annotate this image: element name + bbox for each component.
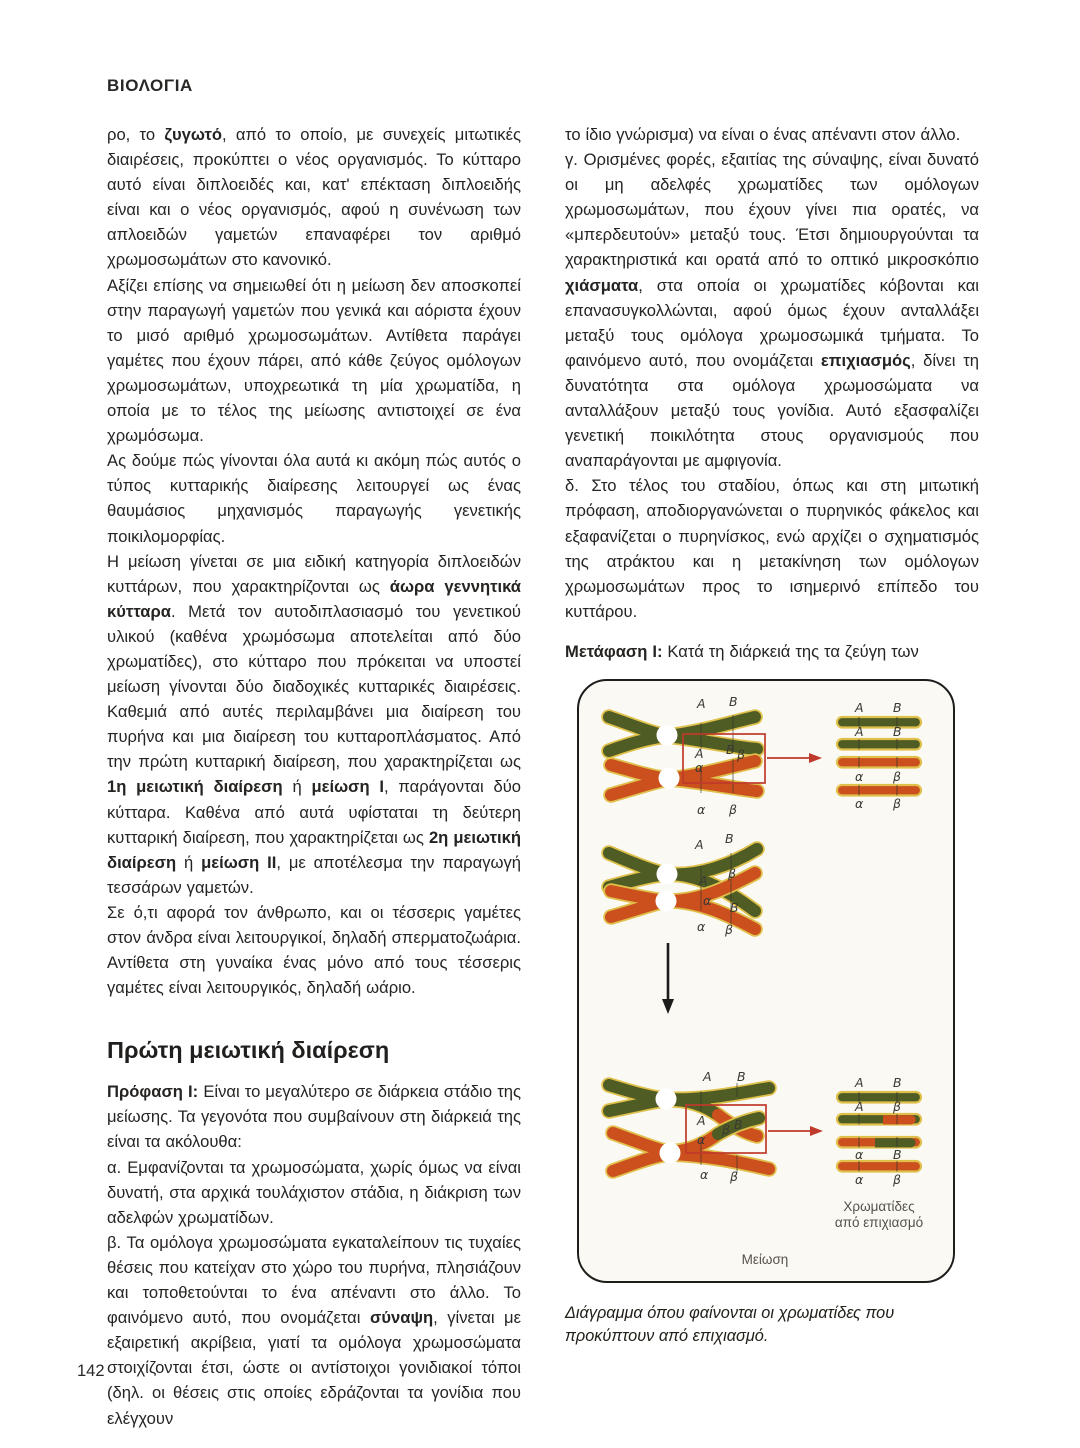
gene-label: A — [703, 1068, 712, 1084]
gene-label: B — [893, 699, 902, 715]
paragraph: Η μείωση γίνεται σε μια ειδική κατηγορία διπλοειδών κυττάρων, που χαρακτηρίζονται ως άωρα γεννητικά κύτταρα. Μετά τον αυτοδιπλασιασμό του γενετικού υλικού (καθένα χρωμόσωμα αποτελείται από δύο χρωματίδες), στο κύτταρο που πρόκειται να υποστεί μείωση γίνονται δύο διαδοχικές κυτταρικές διαιρέσεις. Καθεμιά από αυτές περιλαμβάνει μια διαίρεση του πυρήνα και μια διαίρεση του κυτταροπλάσματος. Από την πρώτη κυτταρική διαίρεση, που χαρακτηρίζεται ως 1η μειωτική διαίρεση ή μείωση Ι, παράγονται δύο κύτταρα. Καθένα από αυτά υφίσταται τη δεύτερη κυτταρική διαίρεση, που χαρακτηρίζεται ως 2η μειωτική διαίρεση ή μείωση ΙΙ, με αποτέλεσμα την παραγωγή τεσσάρων γαμετών. — [107, 551, 522, 897]
gene-label: B — [729, 693, 738, 709]
gene-label: β — [893, 1171, 901, 1187]
gene-label: B — [725, 830, 734, 846]
gene-label: B — [734, 1116, 743, 1132]
gene-label: A — [697, 1112, 706, 1128]
gene-label: A — [855, 723, 864, 739]
gene-label: β — [893, 768, 901, 784]
gene-label: β — [729, 801, 737, 817]
gene-label: α — [855, 1146, 864, 1162]
row3-chromatid-bars — [837, 1092, 921, 1172]
left-paragraphs-2 — [107, 1079, 521, 1430]
gene-label: A — [855, 1098, 864, 1114]
arrow-right-icon — [767, 753, 822, 763]
gene-label: A — [855, 1074, 864, 1090]
left-paragraphs — [107, 122, 521, 1000]
paragraph: Αξίζει επίσης να σημειωθεί ότι η μείωση δεν αποσκοπεί στην παραγωγή γαμετών που γενικά και αόριστα έχουν το μισό αριθμό χρωμοσωμάτων. Αντίθετα παράγει γαμέτες που έχουν πάρει, από κάθε ζεύγος ομόλογων χρωμοσωμάτων, υποχρεωτικά τη μία χρωματίδα, η οποία με το τέλος της μείωσης αντιστοιχεί σε ένα χρωμόσωμα. — [107, 275, 521, 446]
gene-label: α — [703, 892, 712, 908]
gene-label: A — [697, 695, 706, 711]
gene-label: B — [893, 1146, 902, 1162]
gene-label: β — [728, 865, 736, 881]
row3-orange-chromosome — [613, 1118, 769, 1171]
paragraph: δ. Στο τέλος του σταδίου, όπως και στη μιτωτική πρόφαση, αποδιοργανώνεται ο πυρηνικός φάκελος και εξαφανίζεται ο πυρηνίσκος, ενώ αρχίζει ο σχηματισμός της ατράκτου και η μετακίνηση των ομόλογων χρωμοσωμάτων προς το ισημερινό επίπεδο του κυττάρου. — [565, 476, 979, 621]
gene-label: β — [893, 795, 901, 811]
gene-label: B — [893, 1074, 902, 1090]
paragraph: α. Εμφανίζονται τα χρωμοσώματα, χωρίς όμως να είναι δυνατή, στα αρχικά τουλάχιστον στάδια, η διάκριση των αδελφών χρωματίδων. — [107, 1157, 521, 1227]
arrow-right-icon — [768, 1126, 823, 1136]
gene-label: β — [893, 1098, 901, 1114]
recombinant-label-line1: Χρωματίδες — [843, 1198, 915, 1214]
paragraph: το ίδιο γνώρισμα) να είναι ο ένας απέναντι στον άλλο. — [565, 125, 961, 144]
gene-label: β — [737, 746, 745, 762]
page-header: ΒΙΟΛΟΓΙΑ — [107, 76, 193, 95]
gene-label: α — [697, 1131, 706, 1147]
right-column — [565, 122, 979, 1349]
gene-label: B — [737, 1068, 746, 1084]
gene-label: α — [695, 759, 704, 775]
meiosis-crossover-figure — [577, 679, 955, 1283]
gene-label: B — [730, 899, 739, 915]
gene-label: β — [725, 921, 733, 937]
arrow-down-icon — [662, 943, 674, 1014]
recombinant-label-line2: από επιχιασμό — [834, 1214, 924, 1230]
gene-label: B — [893, 723, 902, 739]
gene-label: β — [722, 1121, 730, 1137]
paragraph: γ. Ορισμένες φορές, εξαιτίας της σύναψης, είναι δυνατό οι μη αδελφές χρωματίδες των ομόλογων χρωμοσωμάτων, που έχουν γίνει πια ορατές, να «μπερδευτούν» μεταξύ τους. Έτσι δημιουργούνται τα χαρακτηριστικά και ορατά από το οπτικό μικροσκόπιο χιάσματα, στα οποία οι χρωματίδες κόβονται και επανασυγκολλώνται, αφού όμως έχουν ανταλλάξει μεταξύ τους ομόλογα χρωμοσωμικά τμήματα. Το φαινόμενο αυτό, που ονομάζεται επιχιασμός, δίνει τη δυνατότητα στα ομόλογα χρωμοσώματα να ανταλλάξουν μεταξύ τους γονίδια. Αυτό εξασφαλίζει γενετική ποικιλότητα στους οργανισμούς που αναπαράγονται με αμφιγονία. — [565, 150, 979, 471]
figure-caption: Διάγραμμα όπου φαίνονται οι χρωματίδες που προκύπτουν από επιχιασμό. — [565, 1303, 895, 1346]
gene-label: A — [855, 699, 864, 715]
paragraph: Μετάφαση Ι: Κατά τη διάρκειά της τα ζεύγη των — [565, 641, 919, 661]
paragraph: Σε ό,τι αφορά τον άνθρωπο, και οι τέσσερις γαμέτες στον άνδρα είναι λειτουργικοί, δηλαδή σπερματοζωάρια. Αντίθετα στη γυναίκα ένας μόνο από τους τέσσερις γαμέτες είναι λειτουργικός, δηλαδή ωάριο. — [107, 902, 521, 998]
gene-label: β — [730, 1168, 738, 1184]
paragraph: Ας δούμε πώς γίνονται όλα αυτά κι ακόμη πώς αυτός ο τύπος κυτταρικής διαίρεσης λειτουργεί ως ένας θαυμάσιος μηχανισμός παραγωγής γενετικής ποικιλομορφίας. — [107, 451, 521, 546]
gene-label: α — [855, 1171, 864, 1187]
section-heading: Πρώτη μειωτική διαίρεση — [107, 1037, 390, 1064]
gene-label: α — [700, 1166, 709, 1182]
row1-chromatid-bars — [837, 717, 921, 796]
row1-orange-chromosome — [611, 759, 757, 795]
left-column — [107, 122, 521, 1431]
gene-label: A — [695, 836, 704, 852]
meiosis-label: Μείωση — [741, 1251, 789, 1267]
gene-label: α — [855, 768, 864, 784]
paragraph: Πρόφαση Ι: Είναι το μεγαλύτερο σε διάρκεια στάδιο της μείωσης. Τα γεγονότα που συμβαίνουν στη διάρκειά της είναι τα ακόλουθα: — [107, 1082, 521, 1152]
paragraph: ρο, το ζυγωτό, από το οποίο, με συνεχείς μιτωτικές διαιρέσεις, προκύπτει ο νέος οργανισμός. Το κύτταρο αυτό είναι διπλοειδές και, κατ' επέκταση διπλοειδής είναι και ο νέος οργανισμός, αφού η συνένωση των απλοειδών γαμετών επαναφέρει τον αριθμό χρωμοσωμάτων στο κανονικό. — [107, 125, 521, 270]
right-paragraphs — [565, 122, 979, 664]
crossover-diagram-svg — [579, 681, 955, 1283]
paragraph: β. Τα ομόλογα χρωμοσώματα εγκαταλείπουν τις τυχαίες θέσεις που κατείχαν στο χώρο του πυρήνα, πλησιάζουν και τοποθετούνται το ένα απέναντι στο άλλο. Το φαινόμενο αυτό, που ονομάζεται σύναψη, γίνεται με εξαιρετική ακρίβεια, γιατί τα ομόλογα χρωμοσώματα στοιχίζονται έτσι, ώστε οι αντίστοιχοι γονιδιακοί τόποι (δηλ. οι θέσεις στις οποίες εδράζονται τα γονίδια που ελέγχουν — [107, 1232, 521, 1428]
gene-label: A — [699, 872, 708, 888]
gene-label: α — [855, 795, 864, 811]
gene-label: α — [697, 918, 706, 934]
gene-label: α — [697, 801, 706, 817]
gene-label: A — [695, 745, 704, 761]
gene-label: B — [726, 741, 735, 757]
page-number: 142 — [77, 1362, 105, 1380]
